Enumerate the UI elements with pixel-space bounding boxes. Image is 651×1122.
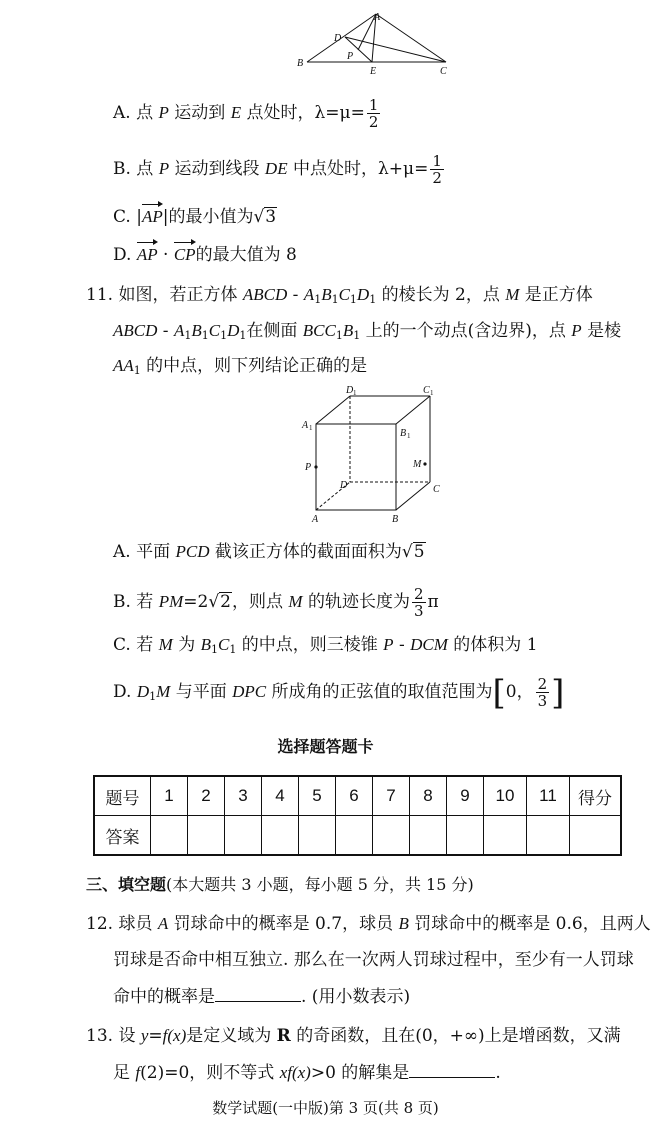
answer-cell[interactable] [262, 816, 299, 856]
score-cell[interactable] [570, 816, 622, 856]
header-cell: 1 [151, 776, 188, 816]
label-E: E [370, 66, 377, 77]
label-D: D [340, 480, 348, 491]
cube-figure [298, 386, 448, 526]
svg-text:1: 1 [353, 389, 357, 397]
vector-ap: AP [136, 245, 158, 264]
answer-cell[interactable] [151, 816, 188, 856]
answer-cell[interactable] [410, 816, 447, 856]
q11-option-a: A. 平面 PCD 截该正方体的截面面积为√5 [113, 542, 425, 562]
label-M: M [413, 459, 422, 470]
answer-cell[interactable] [188, 816, 225, 856]
header-cell: 5 [299, 776, 336, 816]
fraction-one-half: $\frac{1}{2}$ [368, 96, 379, 131]
header-cell: 2 [188, 776, 225, 816]
answer-cell[interactable] [299, 816, 336, 856]
answer-card-answer-row [94, 816, 621, 856]
section-3-heading: 三、填空题(本大题共 3 小题，每小题 5 分，共 15 分) [86, 875, 474, 894]
q11-option-b: B. 若 PM=2√2，则点 M 的轨迹长度为 $\frac{2}{3}$ π [113, 585, 439, 620]
label-C1: C [423, 386, 430, 396]
svg-text:1: 1 [430, 389, 434, 397]
header-cell: 6 [336, 776, 373, 816]
q11-line-3: $AA_1$ 的中点，则下列结论正确的是 [113, 356, 368, 377]
label-B: B [297, 58, 304, 69]
svg-text:1: 1 [309, 424, 313, 432]
fraction-one-half: $\frac{1}{2}$ [432, 152, 442, 187]
q13-line-1: 13. 设 y=f(x)是定义域为 R 的奇函数，且在(0，+∞)上是增函数，又满 [86, 1026, 621, 1046]
q10-option-a: A. 点 P 运动到 E 点处时，λ=μ= $\frac{1}{2}$ [113, 96, 379, 131]
q12-line-1: 12. 球员 A 罚球命中的概率是 0.7，球员 B 罚球命中的概率是 0.6，且两人 [86, 914, 651, 934]
answer-card-header-row [94, 776, 621, 816]
answer-cell[interactable] [336, 816, 373, 856]
answer-card-title: 选择题答题卡 [277, 739, 374, 756]
header-cell: 得分 [570, 776, 622, 816]
q11-option-d: D. $D_1M$ 与平面 DPC 所成角的正弦值的取值范围为[0， $\frac{2}{3}$ ] [113, 672, 565, 713]
fraction-two-thirds: $\frac{2}{3}$ [413, 585, 424, 620]
label-B: B [392, 514, 399, 525]
q10-option-d: D. AP · CP的最大值为 8 [113, 245, 297, 265]
header-cell: 11 [527, 776, 570, 816]
label-A: A [312, 514, 319, 525]
q11-line-1: 11. 如图，若正方体 ABCD - $A_1B_1C_1D_1$ 的棱长为 2，点 M 是正方体 [86, 285, 593, 306]
vector-ap: AP [141, 207, 163, 226]
header-cell: 3 [225, 776, 262, 816]
label-D1: D [346, 386, 354, 396]
q13-line-2: 足 f(2)=0，则不等式 xf(x)>0 的解集是 . [113, 1063, 501, 1083]
answer-blank[interactable] [409, 1061, 495, 1078]
vector-cp: CP [173, 245, 196, 264]
label-P: P [347, 51, 354, 62]
answer-cell[interactable] [225, 816, 262, 856]
answer-blank[interactable] [215, 985, 301, 1002]
q12-line-2: 罚球是否命中相互独立. 那么在一次两人罚球过程中，至少有一人罚球 [113, 950, 634, 970]
q10-option-c: C. |AP|的最小值为√3 [113, 207, 277, 227]
label-A: A [374, 12, 381, 23]
label-A1: A [302, 420, 309, 431]
answer-cell[interactable] [484, 816, 527, 856]
answer-card-table [93, 775, 622, 856]
header-cell: 7 [373, 776, 410, 816]
header-cell: 10 [484, 776, 527, 816]
header-cell: 4 [262, 776, 299, 816]
label-C: C [440, 66, 447, 77]
answer-cell[interactable] [527, 816, 570, 856]
q12-line-3: 命中的概率是 . (用小数表示) [113, 987, 411, 1007]
triangle-figure [290, 8, 460, 80]
row-label: 答案 [94, 816, 151, 856]
q11-line-2: ABCD - $A_1B_1C_1D_1$在侧面 $BCC_1B_1$ 上的一个动点(含边界)，点 P 是棱 [113, 321, 622, 342]
answer-cell[interactable] [447, 816, 484, 856]
fraction-two-thirds: $\frac{2}{3}$ [537, 675, 548, 710]
answer-cell[interactable] [373, 816, 410, 856]
label-C: C [433, 484, 440, 495]
q11-option-c: C. 若 M 为 $B_1C_1$ 的中点，则三棱锥 P - DCM 的体积为 1 [113, 635, 538, 656]
header-cell: 题号 [94, 776, 151, 816]
header-cell: 9 [447, 776, 484, 816]
label-P: P [305, 462, 312, 473]
svg-text:1: 1 [407, 432, 411, 440]
label-B1: B [400, 428, 407, 439]
label-D: D [334, 33, 342, 44]
q10-option-b: B. 点 P 运动到线段 DE 中点处时，λ+μ= $\frac{1}{2}$ [113, 152, 442, 187]
header-cell: 8 [410, 776, 447, 816]
page-footer: 数学试题(一中版)第 3 页(共 8 页) [212, 1099, 439, 1117]
